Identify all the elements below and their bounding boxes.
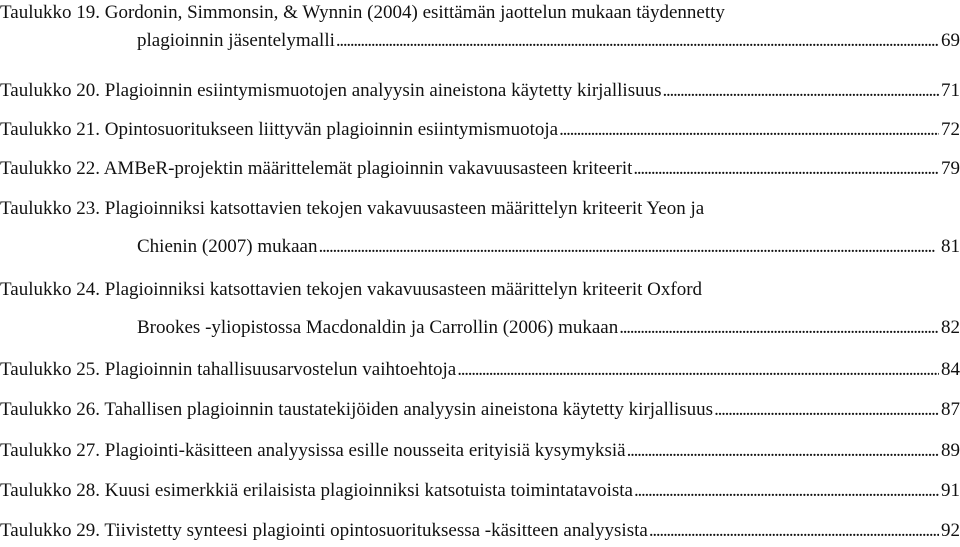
entry-label: Taulukko 23. [0,198,100,219]
entry-title: Plagioinnin tahallisuusarvostelun vaihtoehtoja [104,359,457,380]
page-number: 81 [941,236,960,257]
dot-leader [663,77,940,105]
page-number: 89 [941,440,960,461]
entry-label: Taulukko 25. [0,359,100,380]
page-number: 71 [941,80,960,101]
toc-entry[interactable] [0,477,960,505]
entry-title: Plagioinnin esiintymismuotojen analyysin aineistona käytetty kirjallisuus [104,80,662,101]
toc-entry[interactable] [0,155,960,183]
entry-title: Gordonin, Simmonsin, & Wynnin (2004) esittämän jaottelun mukaan täydennetty [104,2,725,23]
entry-label: Taulukko 29. [0,520,100,541]
toc-entry[interactable] [0,77,960,105]
entry-label: Taulukko 26. [0,399,100,420]
dot-leader [634,477,939,505]
dot-leader [649,517,939,545]
page-number: 92 [941,520,960,541]
dot-leader [619,314,939,342]
page-number: 79 [941,158,960,179]
toc-entry[interactable] [0,396,960,424]
entry-title: Kuusi esimerkkiä erilaisista plagioinniksi katsotuista toimintatavoista [104,480,633,501]
entry-title: Plagiointi-käsitteen analyysissa esille nousseita erityisiä kysymyksiä [104,440,626,461]
toc-entry[interactable] [0,116,960,144]
entry-label: Taulukko 22. [0,158,100,179]
page-number: 91 [941,480,960,501]
entry-title: Tahallisen plagioinnin taustatekijöiden analyysin aineistona käytetty kirjallisuus [104,399,714,420]
entry-title-continued: Brookes -yliopistossa Macdonaldin ja Carrollin (2006) mukaan [137,317,619,338]
toc-entry[interactable] [0,195,960,261]
toc-entry[interactable] [0,276,960,342]
entry-label: Taulukko 28. [0,480,100,501]
entry-title: Plagioinniksi katsottavien tekojen vakavuusasteen määrittelyn kriteerit Yeon ja [104,198,705,219]
page-number: 72 [941,119,960,140]
entry-label: Taulukko 24. [0,279,100,300]
dot-leader [627,437,939,465]
dot-leader [457,356,939,384]
dot-leader [714,396,939,424]
entry-title: Tiivistetty synteesi plagiointi opintosuorituksessa -käsitteen analyysista [104,520,648,541]
entry-label: Taulukko 19. [0,2,100,23]
page-number: 82 [941,317,960,338]
toc-entry[interactable] [0,517,960,545]
toc-entry[interactable] [0,0,960,55]
page-number: 87 [941,399,960,420]
entry-title-continued: Chienin (2007) mukaan [137,236,318,257]
entry-title-continued: plagioinnin jäsentelymalli [137,30,335,51]
dot-leader [559,116,939,144]
entry-title: Opintosuoritukseen liittyvän plagioinnin esiintymismuotoja [104,119,559,140]
page-number: 84 [941,359,960,380]
toc-entry[interactable] [0,437,960,465]
page-number: 69 [941,30,960,51]
entry-label: Taulukko 27. [0,440,100,461]
dot-leader [336,27,939,55]
toc-entry[interactable] [0,356,960,384]
entry-title: Plagioinniksi katsottavien tekojen vakavuusasteen määrittelyn kriteerit Oxford [104,279,703,300]
entry-label: Taulukko 20. [0,80,100,101]
entry-label: Taulukko 21. [0,119,100,140]
dot-leader [318,233,939,261]
dot-leader [633,155,939,183]
entry-title: AMBeR-projektin määrittelemät plagioinnin vakavuusasteen kriteerit [103,158,633,179]
